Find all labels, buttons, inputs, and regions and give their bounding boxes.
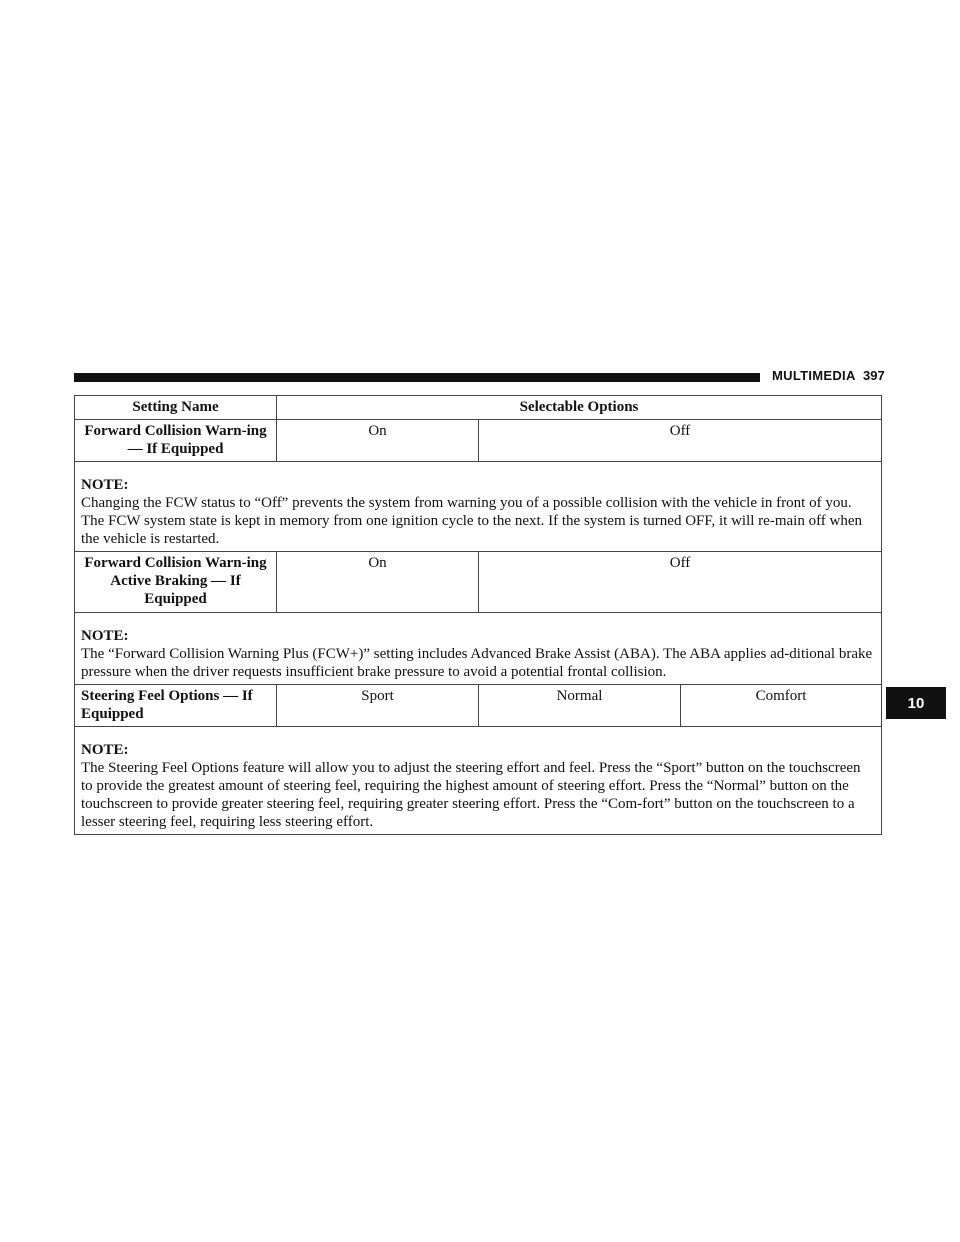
note-title: NOTE: bbox=[81, 628, 129, 644]
option-cell: Off bbox=[479, 552, 882, 613]
note-paragraph: Changing the FCW status to “Off” prevents the system from warning you of a possible collision with the vehicle in front of you. bbox=[81, 495, 852, 511]
page-number: 397 bbox=[863, 368, 885, 383]
note-cell bbox=[75, 727, 882, 835]
option-cell: Sport bbox=[277, 685, 479, 727]
note-cell bbox=[75, 462, 882, 552]
settings-table bbox=[74, 395, 882, 835]
section-title: MULTIMEDIA bbox=[772, 368, 856, 383]
note-paragraph: The FCW system state is kept in memory from one ignition cycle to the next. If the system is turned OFF, it will re-main off when the vehicle is restarted. bbox=[81, 513, 863, 547]
table-row bbox=[75, 420, 882, 462]
note-title: NOTE: bbox=[81, 477, 129, 493]
setting-name-cell: Forward Collision Warn-ing — If Equipped bbox=[75, 420, 277, 462]
column-header-selectable-options: Selectable Options bbox=[277, 396, 882, 420]
note-cell bbox=[75, 613, 882, 685]
note-row bbox=[75, 727, 882, 835]
option-cell: On bbox=[277, 420, 479, 462]
note-title: NOTE: bbox=[81, 742, 129, 758]
note-paragraph: The “Forward Collision Warning Plus (FCW+)” setting includes Advanced Brake Assist (ABA). The ABA applies ad-ditional brake pressure when the driver requests insufficient brake pressure to avoid a potential frontal collision. bbox=[81, 646, 873, 680]
table-header-row bbox=[75, 396, 882, 420]
table-row bbox=[75, 552, 882, 613]
column-header-setting-name: Setting Name bbox=[75, 396, 277, 420]
note-row bbox=[75, 462, 882, 552]
setting-name-cell: Steering Feel Options — If Equipped bbox=[75, 685, 277, 727]
note-row bbox=[75, 613, 882, 685]
chapter-tab: 10 bbox=[886, 687, 946, 719]
table-row bbox=[75, 685, 882, 727]
header-rule bbox=[74, 373, 760, 382]
option-cell: On bbox=[277, 552, 479, 613]
option-cell: Off bbox=[479, 420, 882, 462]
setting-name-cell: Forward Collision Warn-ing Active Braking — If Equipped bbox=[75, 552, 277, 613]
note-paragraph: The Steering Feel Options feature will allow you to adjust the steering effort and feel. Press the “Sport” button on the touchscreen to provide the greatest amount of steering feel, requiring the highest amount of steering effort. Press the “Normal” button on the touchscreen to provide greater steering feel, requiring greater steering effort. Press the “Com-fort” button on the touchscreen to a lesser steering feel, requiring less steering effort. bbox=[81, 760, 861, 830]
option-cell: Normal bbox=[479, 685, 681, 727]
option-cell: Comfort bbox=[681, 685, 882, 727]
